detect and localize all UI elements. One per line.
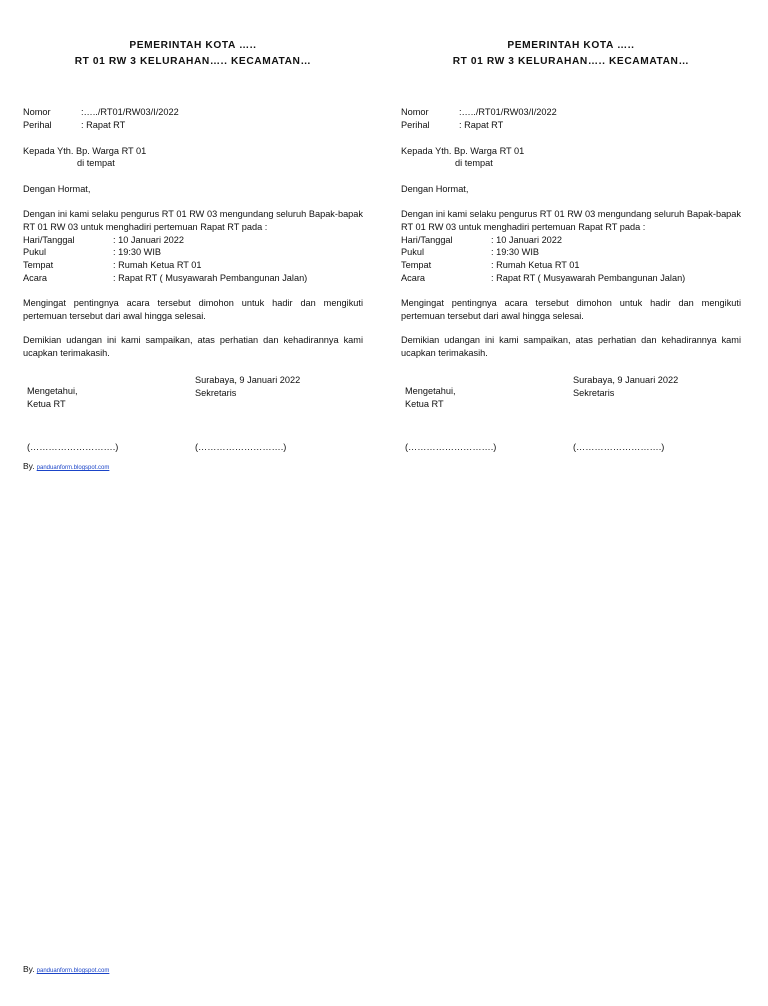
heading-line-2: RT 01 RW 3 KELURAHAN….. KECAMATAN… — [74, 56, 312, 67]
perihal-row — [401, 119, 741, 132]
addressee-block — [401, 145, 741, 171]
credit-line-top — [23, 461, 109, 473]
intro-paragraph: Dengan ini kami selaku pengurus RT 01 RW 03 mengundang seluruh Bapak-bapak RT 01 RW 03 untuk menghadiri pertemuan Rapat RT pada : — [401, 208, 741, 232]
event-details — [401, 234, 741, 285]
secretary-signature — [195, 374, 300, 400]
nomor-label: Nomor — [401, 107, 429, 117]
detail-label: Tempat — [401, 260, 432, 271]
intro-paragraph: Dengan ini kami selaku pengurus RT 01 RW 03 mengundang seluruh Bapak-bapak RT 01 RW 03 untuk menghadiri pertemuan Rapat RT pada : — [23, 208, 363, 232]
nomor-value: :…../RT01/RW03/I/2022 — [459, 107, 557, 117]
closing-paragraph: Demikian udangan ini kami sampaikan, atas perhatian dan kehadirannya kami ucapkan terimakasih. — [23, 335, 363, 359]
detail-value: : 19:30 WIB — [113, 247, 162, 258]
heading-line-1: PEMERINTAH KOTA ….. — [129, 40, 257, 51]
nomor-value: :…../RT01/RW03/I/2022 — [81, 107, 179, 117]
detail-value: : 19:30 WIB — [491, 247, 540, 258]
perihal-value: : Rapat RT — [81, 119, 126, 130]
perihal-label: Perihal — [401, 119, 430, 130]
invitation-letter-left — [23, 38, 363, 464]
detail-row — [401, 259, 741, 272]
detail-row — [23, 259, 363, 272]
detail-label: Acara — [401, 272, 426, 283]
addressee-place: di tempat — [77, 158, 115, 169]
closing-paragraph: Demikian udangan ini kami sampaikan, atas perhatian dan kehadirannya kami ucapkan terimakasih. — [401, 335, 741, 359]
detail-row — [23, 246, 363, 259]
place-date: Surabaya, 9 Januari 2022 — [573, 374, 679, 385]
credit-link[interactable]: panduanform.blogspot.com — [36, 968, 110, 974]
addressee-place: di tempat — [455, 158, 493, 169]
perihal-row — [23, 119, 363, 132]
detail-value: : Rumah Ketua RT 01 — [113, 260, 202, 271]
credit-line-bottom — [23, 964, 109, 976]
detail-label: Pukul — [23, 247, 46, 258]
detail-row — [23, 272, 363, 285]
letter-heading — [401, 38, 741, 70]
letter-meta — [401, 106, 741, 132]
letter-meta — [23, 106, 363, 132]
detail-label: Hari/Tanggal — [23, 234, 75, 245]
nomor-label: Nomor — [23, 107, 51, 117]
detail-value: : 10 Januari 2022 — [491, 234, 563, 245]
nomor-row — [23, 106, 363, 119]
signature-block — [401, 374, 741, 464]
detail-label: Hari/Tanggal — [401, 234, 453, 245]
credit-by: By. — [23, 964, 35, 974]
detail-value: : Rumah Ketua RT 01 — [491, 260, 580, 271]
signature-block — [23, 374, 363, 464]
detail-value: : 10 Januari 2022 — [113, 234, 185, 245]
detail-row — [401, 234, 741, 247]
acknowledged-label: Mengetahui, — [405, 385, 456, 396]
chairman-title: Ketua RT — [405, 398, 444, 409]
letter-heading — [23, 38, 363, 70]
detail-label: Acara — [23, 272, 48, 283]
detail-label: Pukul — [401, 247, 424, 258]
detail-row — [401, 272, 741, 285]
place-date: Surabaya, 9 Januari 2022 — [195, 374, 301, 385]
detail-value: : Rapat RT ( Musyawarah Pembangunan Jalan) — [113, 272, 308, 283]
chairman-title: Ketua RT — [27, 398, 66, 409]
secretary-title: Sekretaris — [195, 387, 237, 398]
nomor-row — [401, 106, 741, 119]
greeting: Dengan Hormat, — [23, 184, 91, 195]
event-details — [23, 234, 363, 285]
detail-label: Tempat — [23, 260, 54, 271]
chairman-name-blank: (……………………….) — [405, 441, 497, 452]
importance-paragraph: Mengingat pentingnya acara tersebut dimohon untuk hadir dan mengikuti pertemuan tersebut dari awal hingga selesai. — [401, 297, 741, 321]
secretary-name-blank: (……………………….) — [195, 441, 287, 452]
credit-by: By. — [23, 461, 35, 471]
secretary-title: Sekretaris — [573, 387, 615, 398]
addressee: Kepada Yth. Bp. Warga RT 01 — [401, 145, 525, 156]
addressee-block — [23, 145, 363, 171]
detail-value: : Rapat RT ( Musyawarah Pembangunan Jalan) — [491, 272, 686, 283]
chairman-name-blank: (……………………….) — [27, 441, 119, 452]
chairman-signature — [27, 385, 78, 411]
detail-row — [23, 234, 363, 247]
perihal-value: : Rapat RT — [459, 119, 504, 130]
secretary-name-blank: (……………………….) — [573, 441, 665, 452]
addressee: Kepada Yth. Bp. Warga RT 01 — [23, 145, 147, 156]
chairman-signature — [405, 385, 456, 411]
heading-line-2: RT 01 RW 3 KELURAHAN….. KECAMATAN… — [452, 56, 690, 67]
acknowledged-label: Mengetahui, — [27, 385, 78, 396]
greeting: Dengan Hormat, — [401, 184, 469, 195]
importance-paragraph: Mengingat pentingnya acara tersebut dimohon untuk hadir dan mengikuti pertemuan tersebut dari awal hingga selesai. — [23, 297, 363, 321]
perihal-label: Perihal — [23, 119, 52, 130]
detail-row — [401, 246, 741, 259]
invitation-letter-right — [401, 38, 741, 464]
credit-link[interactable]: panduanform.blogspot.com — [36, 465, 110, 471]
secretary-signature — [573, 374, 678, 400]
heading-line-1: PEMERINTAH KOTA ….. — [507, 40, 635, 51]
